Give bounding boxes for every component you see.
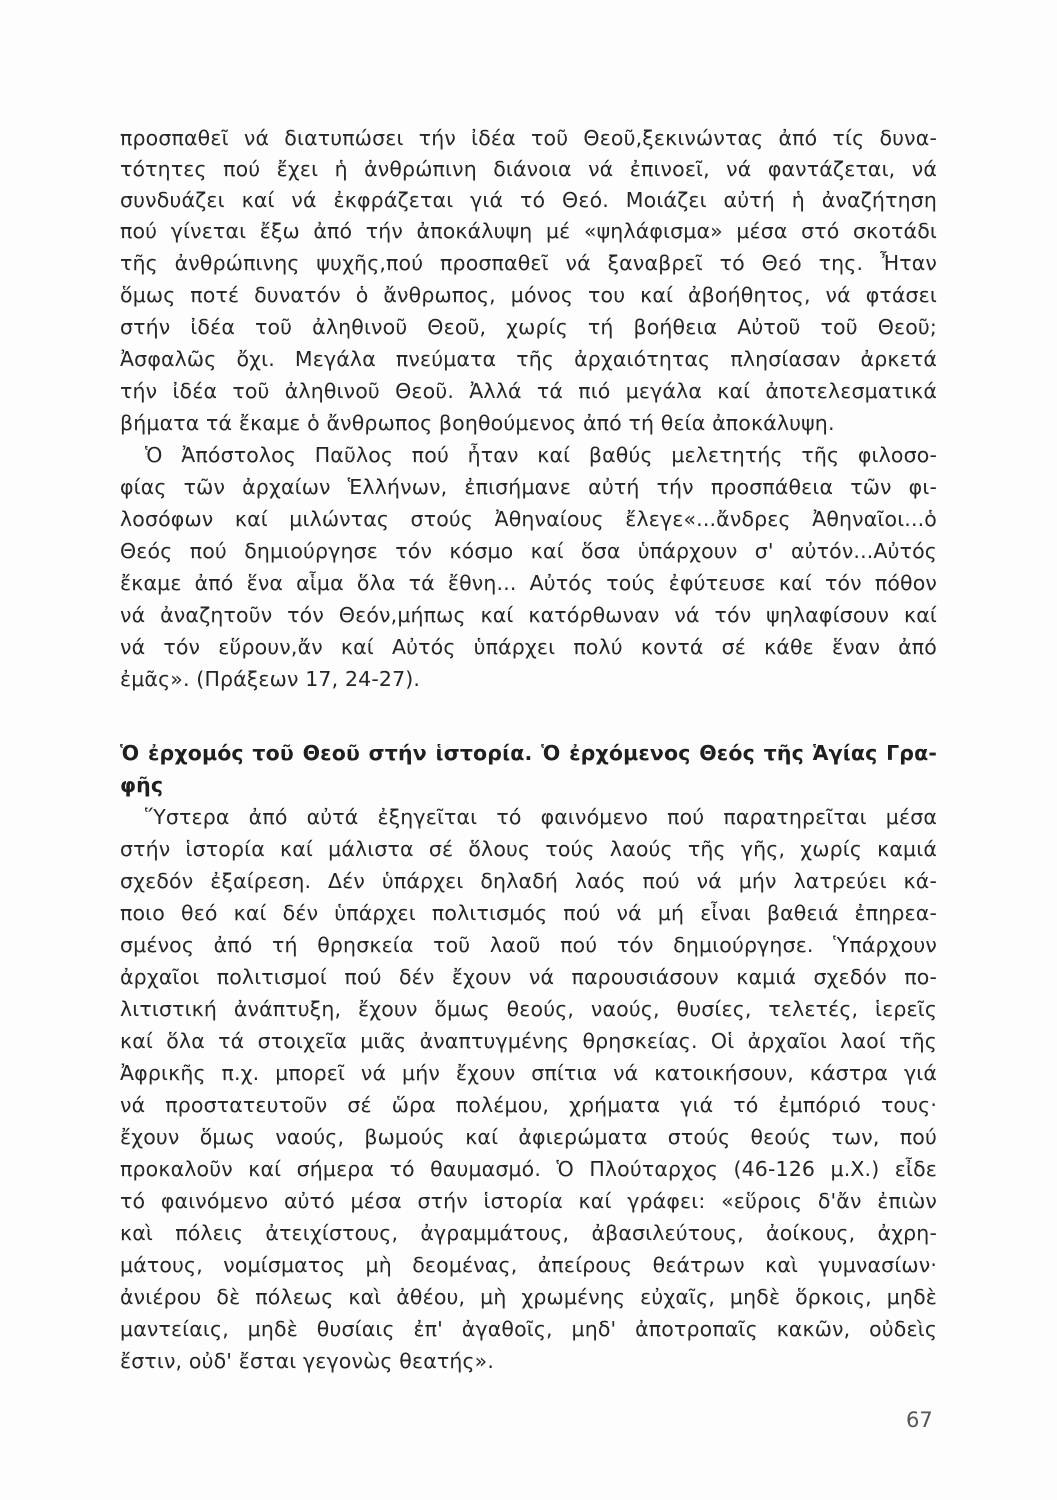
paragraph-line: τῆς ἀνθρώπινης ψυχῆς,πού προσπαθεῖ νά ξαναβρεῖ τό Θεό της. Ἦταν — [120, 251, 937, 275]
paragraph-line: νά ἀναζητοῦν τόν Θεόν,μήπως καί κατόρθωναν νά τόν ψηλαφίσουν καί — [120, 603, 937, 627]
paragraph-line: Θεός πού δημιούργησε τόν κόσμο καί ὅσα ὑπάρχουν σ' αὐτόν...Αὐτός — [120, 539, 937, 563]
paragraph-line: ἔστιν, οὐδ' ἔσται γεγονὼς θεατής». — [120, 1349, 495, 1373]
paragraph-line: στήν ἱστορία καί μάλιστα σέ ὅλους τούς λαούς τῆς γῆς, χωρίς καμιά — [120, 837, 937, 861]
paragraph-line: τό φαινόμενο αὐτό μέσα στήν ἱστορία καί γράφει: «εὕροις δ'ἄν ἐπιὼν — [120, 1189, 937, 1213]
paragraph-line: καὶ πόλεις ἀτειχίστους, ἀγραμμάτους, ἀβασιλεύτους, ἀοίκους, ἀχρη- — [120, 1221, 937, 1245]
paragraph-line: τήν ἰδέα τοῦ ἀληθινοῦ Θεοῦ. Ἀλλά τά πιό μεγάλα καί ἀποτελεσματικά — [120, 379, 937, 403]
section-heading-continuation: φῆς — [120, 773, 164, 797]
paragraph-line: Ἀσφαλῶς ὄχι. Μεγάλα πνεύματα τῆς ἀρχαιότητας πλησίασαν ἀρκετά — [120, 347, 937, 371]
paragraph-line: ἐμᾶς». (Πράξεων 17, 24-27). — [120, 667, 421, 691]
paragraph-line: σμένος ἀπό τή θρησκεία τοῦ λαοῦ πού τόν δημιούργησε. Ὑπάρχουν — [120, 933, 937, 957]
paragraph-line: νά τόν εὕρουν,ἄν καί Αὐτός ὑπάρχει πολύ κοντά σέ κάθε ἕναν ἀπό — [120, 635, 937, 659]
paragraph-line: προσπαθεῖ νά διατυπώσει τήν ἰδέα τοῦ Θεοῦ,ξεκινώντας ἀπό τίς δυνα- — [120, 126, 937, 150]
paragraph-line: Ὕστερα ἀπό αὐτά ἐξηγεῖται τό φαινόμενο πού παρατηρεῖται μέσα — [145, 805, 937, 829]
paragraph-line: λοσόφων καί μιλώντας στούς Ἀθηναίους ἔλεγε«...ἄνδρες Ἀθηναῖοι...ὁ — [120, 507, 937, 531]
paragraph-line: ἔχουν ὅμως ναούς, βωμούς καί ἀφιερώματα στούς θεούς των, πού — [120, 1125, 937, 1149]
paragraph-line: Ἀφρικῆς π.χ. μπορεῖ νά μήν ἔχουν σπίτια νά κατοικήσουν, κάστρα γιά — [120, 1061, 937, 1085]
paragraph-line: ἔκαμε ἀπό ἕνα αἷμα ὅλα τά ἔθνη... Αὐτός τούς ἐφύτευσε καί τόν πόθον — [120, 571, 937, 595]
paragraph-line: βήματα τά ἔκαμε ὁ ἄνθρωπος βοηθούμενος ἀπό τή θεία ἀποκάλυψη. — [120, 411, 835, 435]
paragraph-line: λιτιστική ἀνάπτυξη, ἔχουν ὅμως θεούς, ναούς, θυσίες, τελετές, ἱερεῖς — [120, 997, 937, 1021]
paragraph-line: ἀνιέρου δὲ πόλεως καὶ ἀθέου, μὴ χρωμένης εὐχαῖς, μηδὲ ὅρκοις, μηδὲ — [120, 1285, 937, 1309]
paragraph-line: συνδυάζει καί νά ἐκφράζεται γιά τό Θεό. Μοιάζει αὐτή ἡ ἀναζήτηση — [120, 188, 937, 212]
paragraph-line: νά προστατευτοῦν σέ ὥρα πολέμου, χρήματα γιά τό ἐμπόριό τους· — [120, 1093, 937, 1117]
paragraph-line: στήν ἰδέα τοῦ ἀληθινοῦ Θεοῦ, χωρίς τή βοήθεια Αὐτοῦ τοῦ Θεοῦ; — [120, 315, 937, 339]
paragraph-line: σχεδόν ἐξαίρεση. Δέν ὑπάρχει δηλαδή λαός πού νά μήν λατρεύει κά- — [120, 869, 937, 893]
paragraph-line: καί ὅλα τά στοιχεῖα μιᾶς ἀναπτυγμένης θρησκείας. Οἱ ἀρχαῖοι λαοί τῆς — [120, 1029, 937, 1053]
paragraph-line: ἀρχαῖοι πολιτισμοί πού δέν ἔχουν νά παρουσιάσουν καμιά σχεδόν πο- — [120, 965, 937, 989]
paragraph-line: μαντείαις, μηδὲ θυσίαις ἐπ' ἀγαθοῖς, μηδ' ἀποτροπαῖς κακῶν, οὐδεὶς — [120, 1317, 937, 1341]
paragraph-line: ποιο θεό καί δέν ὑπάρχει πολιτισμός πού νά μή εἶναι βαθειά ἐπηρεα- — [120, 901, 937, 925]
paragraph-line: φίας τῶν ἀρχαίων Ἑλλήνων, ἐπισήμανε αὐτή τήν προσπάθεια τῶν φι- — [120, 475, 937, 499]
paragraph-line: προκαλοῦν καί σήμερα τό θαυμασμό. Ὁ Πλούταρχος (46-126 μ.Χ.) εἶδε — [120, 1157, 937, 1181]
paragraph-line: πού γίνεται ἔξω ἀπό τήν ἀποκάλυψη μέ «ψηλάφισμα» μέσα στό σκοτάδι — [120, 219, 937, 243]
paragraph-line: τότητες πού ἔχει ἡ ἀνθρώπινη διάνοια νά ἐπινοεῖ, νά φαντάζεται, νά — [120, 157, 937, 181]
paragraph-line: Ὁ Ἀπόστολος Παῦλος πού ἦταν καί βαθύς μελετητής τῆς φιλοσο- — [145, 443, 937, 467]
page-number: 67 — [906, 1408, 933, 1432]
section-heading: Ὁ ἐρχομός τοῦ Θεοῦ στήν ἱστορία. Ὁ ἐρχόμενος Θεός τῆς Ἁγίας Γρα- — [120, 741, 937, 765]
paragraph-line: μάτους, νομίσματος μὴ δεομένας, ἀπείρους θεάτρων καὶ γυμνασίων· — [120, 1253, 937, 1277]
paragraph-line: ὅμως ποτέ δυνατόν ὁ ἄνθρωπος, μόνος του καί ἀβοήθητος, νά φτάσει — [120, 283, 937, 307]
